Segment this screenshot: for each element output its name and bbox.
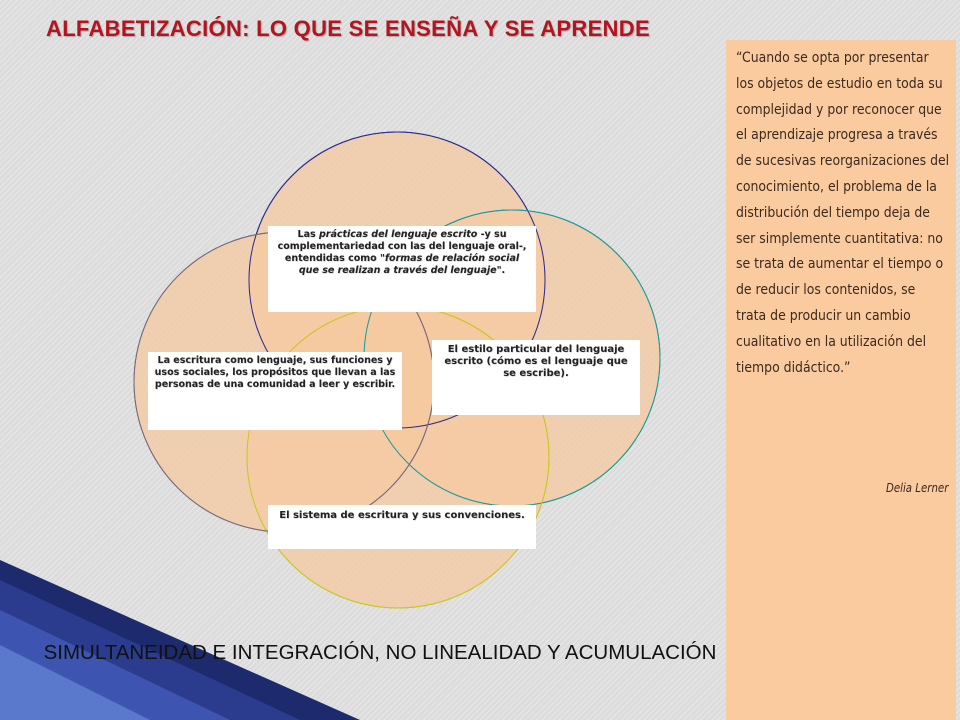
label-practices: Las prácticas del lenguaje escrito -y su complementariedad con las del lenguaje oral-, entendidas como "formas de relación social que se realizan a través del lenguaje". [268, 226, 536, 312]
label-writing-language: La escritura como lenguaje, sus funciones y usos sociales, los propósitos que llevan a las personas de una comunidad a leer y escribir. [148, 352, 402, 430]
slide-title: ALFABETIZACIÓN: LO QUE SE ENSEÑA Y SE APRENDE [46, 16, 650, 41]
footer-caption: SIMULTANEIDAD E INTEGRACIÓN, NO LINEALIDAD Y ACUMULACIÓN [43, 641, 717, 664]
quote-text: “Cuando se opta por presentar los objetos de estudio en toda su complejidad y por reconocer que el aprendizaje progresa a través de sucesivas reorganizaciones del conocimiento, el problema de la distribución del tiempo deja de ser simplemente cuantitativa: no se trata de aumentar el tiempo o de reducir los contenidos, se trata de producir un cambio cualitativo en la utilización del tiempo didáctico.” [736, 50, 950, 376]
label-writing-system: El sistema de escritura y sus convenciones. [268, 505, 536, 549]
label-style: El estilo particular del lenguaje escrito (cómo es el lenguaje que se escribe). [432, 340, 640, 415]
quote-author: Delia Lerner [885, 481, 948, 495]
label-practices-emphasis-1: prácticas del lenguaje escrito [318, 229, 478, 240]
label-practices-emphasis-2: formas de relación social que se realizan a través del lenguaje [298, 253, 520, 276]
quote-panel [726, 40, 956, 720]
